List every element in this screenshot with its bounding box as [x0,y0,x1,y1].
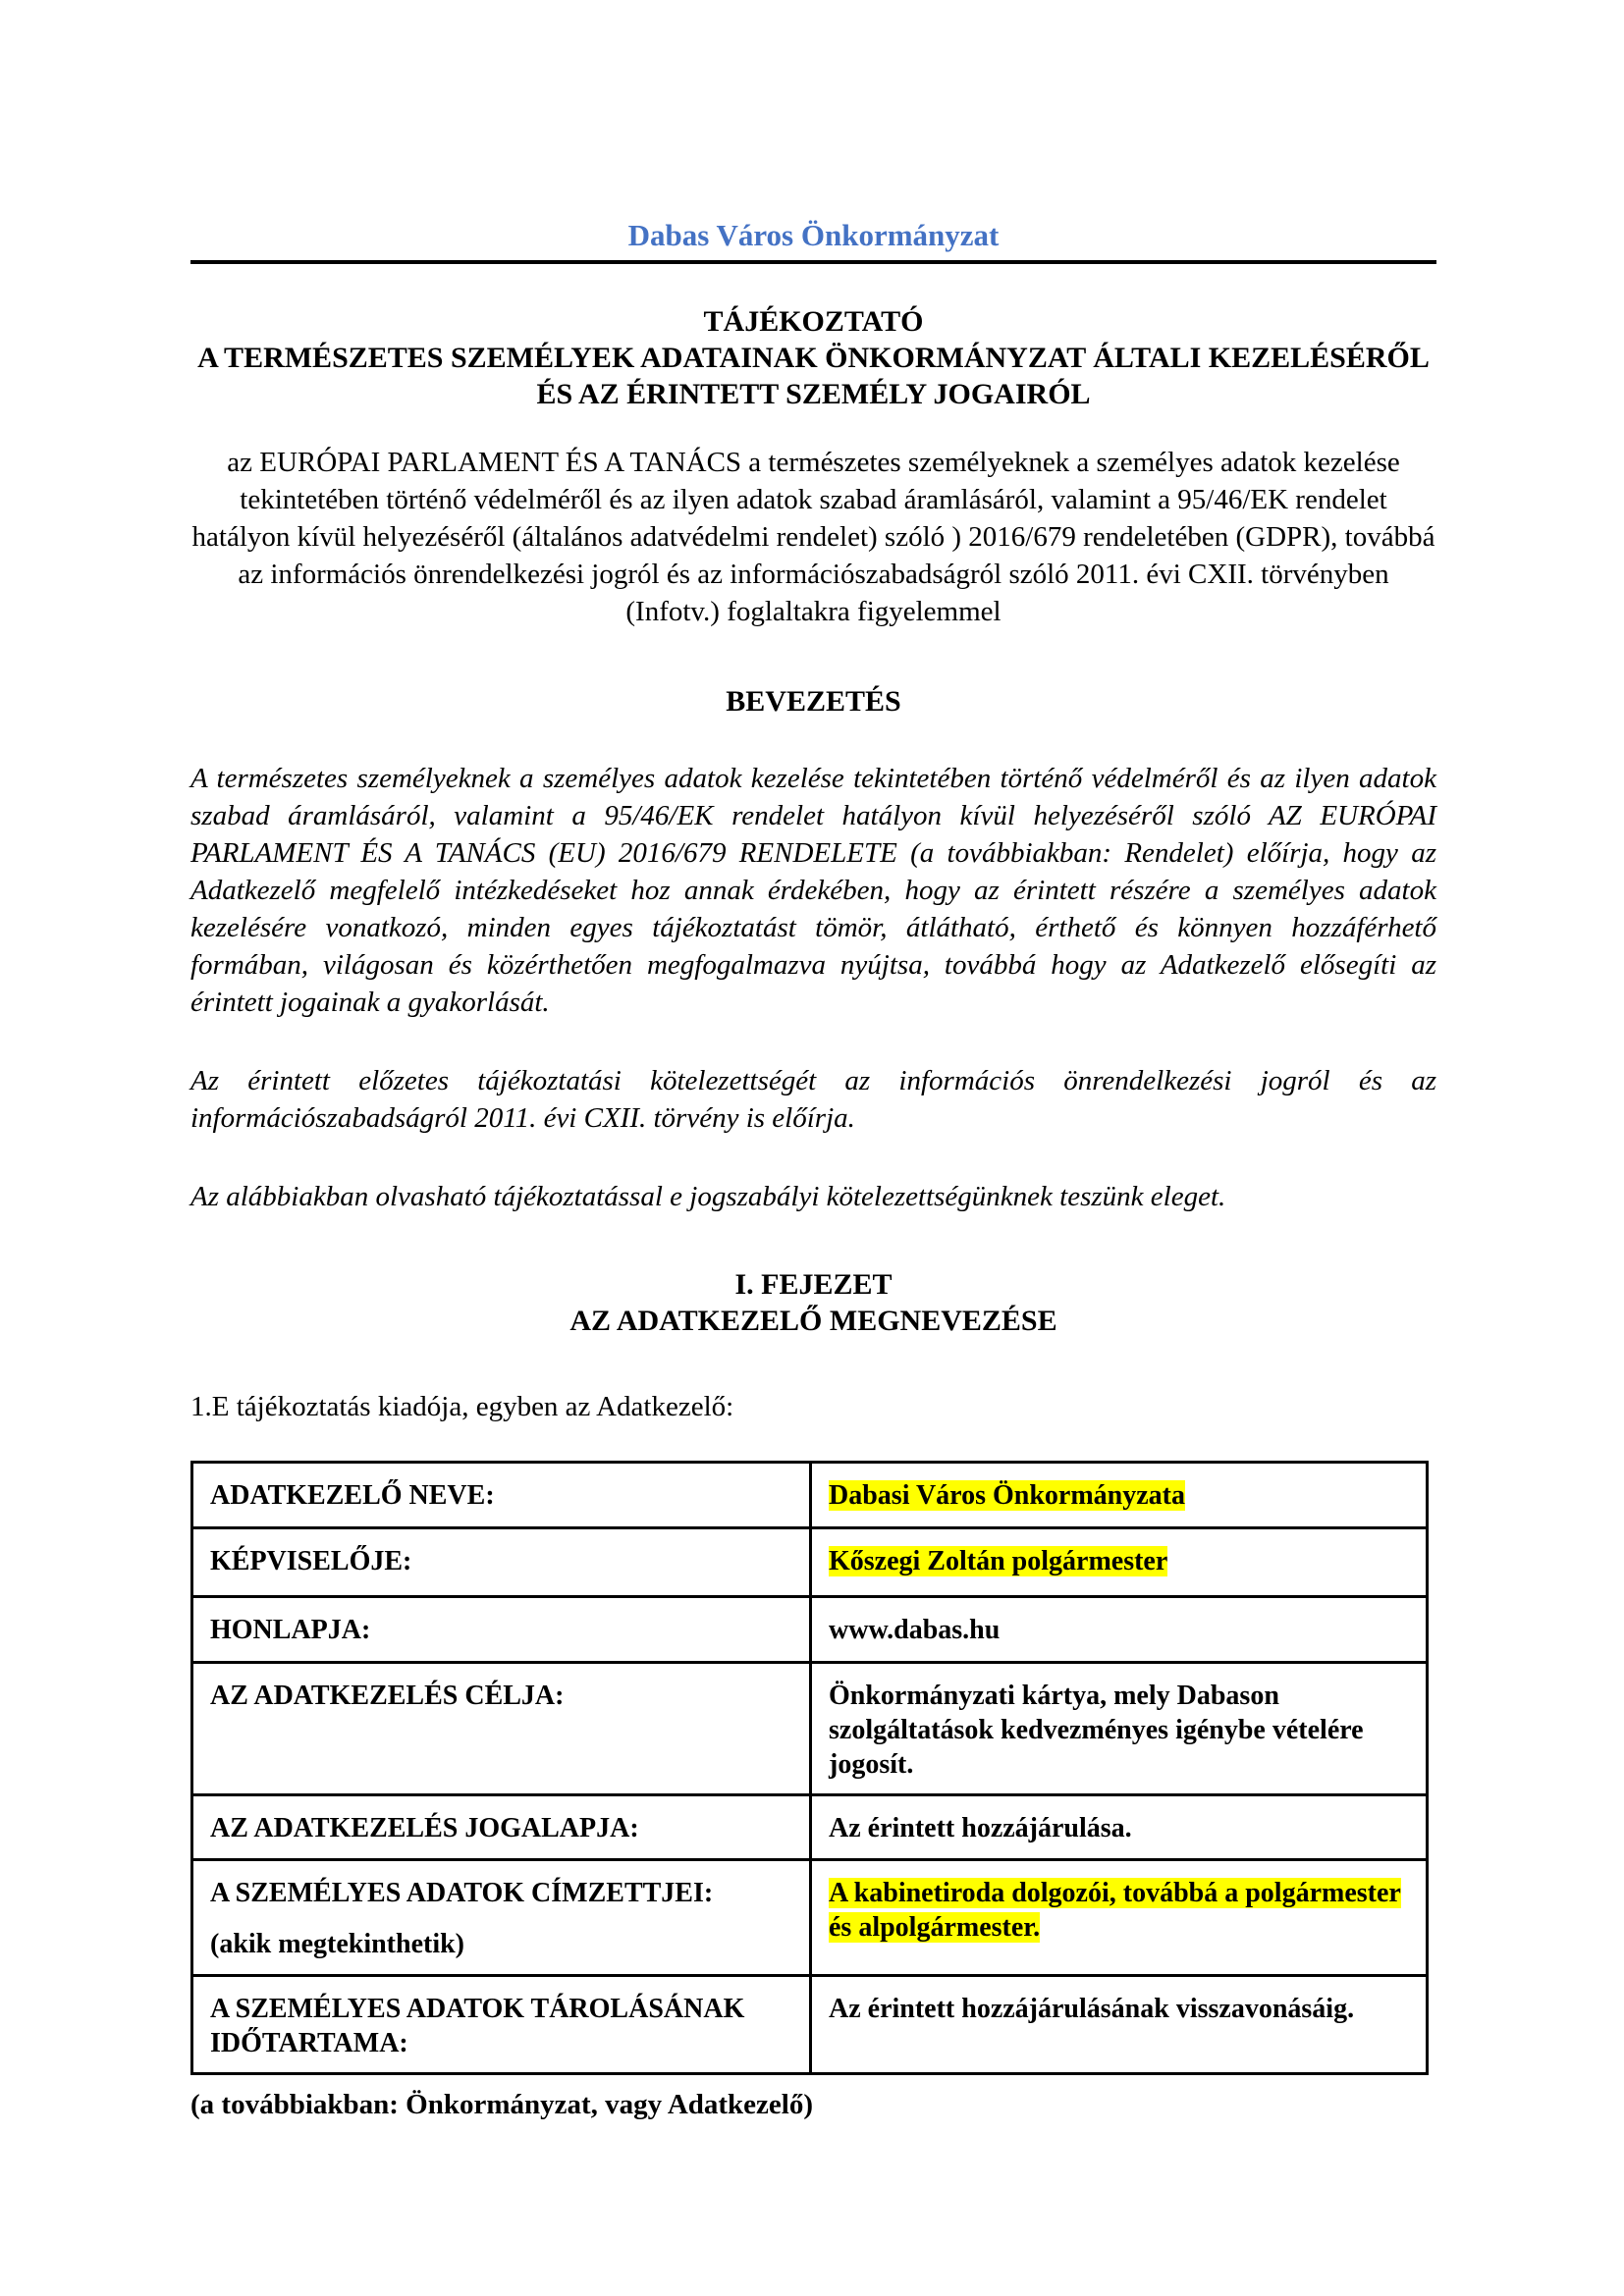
controller-lead-line: 1.E tájékoztatás kiadója, egyben az Adatkezelő: [190,1391,734,1422]
chapter-heading [190,1266,1436,1339]
table-label-cell [192,1528,811,1597]
legal-basis-intro-paragraph: az EURÓPAI PARLAMENT ÉS A TANÁCS a természetes személyeknek a személyes adatok kezelése tekintetében történő védelméről és az ilyen adatok szabad áramlásáról, valamint a 95/46/EK rendelet hatályon kívül helyezéséről (általános adatvédelmi rendelet) szóló ) 2016/679 rendeletében (GDPR), továbbá az információs önrendelkezési jogról és az információszabadságról szóló 2011. évi CXII. törvényben (Infotv.) foglaltakra figyelemmel [191,447,1435,627]
table-value-cell [811,1597,1428,1663]
row-label: AZ ADATKEZELÉS CÉLJA: [210,1681,565,1711]
row-label: HONLAPJA: [210,1615,371,1645]
row-label: AZ ADATKEZELÉS JOGALAPJA: [210,1813,639,1843]
table-row [192,1663,1428,1795]
section-heading-bevezetes: BEVEZETÉS [726,685,901,718]
row-value: Önkormányzati kártya, mely Dabason szolgáltatások kedvezményes igénybe vételére jogosít. [829,1681,1364,1780]
row-label: KÉPVISELŐJE: [210,1546,412,1576]
table-label-cell [192,1795,811,1860]
document-title-line2: A TERMÉSZETES SZEMÉLYEK ADATAINAK ÖNKORMÁNYZAT ÁLTALI KEZELÉSÉRŐL ÉS AZ ÉRINTETT SZEMÉLY JOGAIRÓL [197,342,1430,410]
table-value-cell [811,1795,1428,1860]
bevezetes-paragraph-2: Az érintett előzetes tájékoztatási kötelezettségét az információs önrendelkezési jogról és az információszabadságról 2011. évi CXII. törvény is előírja. [190,1065,1436,1134]
table-label-cell [192,1463,811,1528]
table-row [192,1463,1428,1528]
document-title [190,303,1436,412]
row-value: Dabasi Város Önkormányzata [829,1480,1186,1511]
org-header-title: Dabas Város Önkormányzat [627,218,1000,252]
table-row [192,1597,1428,1663]
table-value-cell [811,1463,1428,1528]
document-title-line1: TÁJÉKOZTATÓ [703,305,924,338]
table-row [192,1976,1428,2074]
row-value: Az érintett hozzájárulásának visszavonásáig. [829,1994,1355,2024]
bevezetes-paragraph-1: A természetes személyeknek a személyes adatok kezelése tekintetében történő védelméről és az ilyen adatok szabad áramlásáról, valamint a 95/46/EK rendelet hatályon kívül helyezéséről szóló AZ EURÓPAI PARLAMENT ÉS A TANÁCS (EU) 2016/679 RENDELETE (a továbbiakban: Rendelet) előírja, hogy az Adatkezelő megfelelő intézkedéseket hoz annak érdekében, hogy az érintett részére a személyes adatok kezelésére vonatkozó, minden egyes tájékoztatást tömör, átlátható, érthető és könnyen hozzáférhető formában, világosan és közérthetően megfogalmazva nyújtsa, továbbá hogy az Adatkezelő elősegíti az érintett jogainak a gyakorlását. [190,763,1436,1018]
row-value: www.dabas.hu [829,1615,1001,1645]
table-value-cell [811,1528,1428,1597]
row-value: A kabinetiroda dolgozói, továbbá a polgármester és alpolgármester. [829,1878,1401,1943]
row-label: A SZEMÉLYES ADATOK TÁROLÁSÁNAK IDŐTARTAMA: [210,1994,745,2058]
row-label-secondary: (akik megtekinthetik) [210,1929,464,1959]
bevezetes-paragraph-3: Az alábbiakban olvasható tájékoztatással e jogszabályi kötelezettségünknek teszünk eleget. [190,1181,1226,1212]
data-controller-table [190,1461,1429,2075]
row-label: ADATKEZELŐ NEVE: [210,1480,495,1511]
table-label-cell [192,1663,811,1795]
table-row [192,1528,1428,1597]
table-label-cell [192,1976,811,2074]
controller-alias-note: (a továbbiakban: Önkormányzat, vagy Adatkezelő) [190,2089,814,2120]
row-value: Kőszegi Zoltán polgármester [829,1546,1168,1576]
table-row [192,1795,1428,1860]
row-label: A SZEMÉLYES ADATOK CÍMZETTJEI: [210,1878,714,1908]
chapter-heading-line2: AZ ADATKEZELŐ MEGNEVEZÉSE [569,1305,1057,1337]
table-value-cell [811,1663,1428,1795]
document-header [190,218,1436,264]
table-row [192,1860,1428,1976]
table-label-cell [192,1597,811,1663]
row-value: Az érintett hozzájárulása. [829,1813,1132,1843]
chapter-heading-line1: I. FEJEZET [734,1268,893,1301]
table-label-cell [192,1860,811,1976]
table-value-cell [811,1976,1428,2074]
table-value-cell [811,1860,1428,1976]
